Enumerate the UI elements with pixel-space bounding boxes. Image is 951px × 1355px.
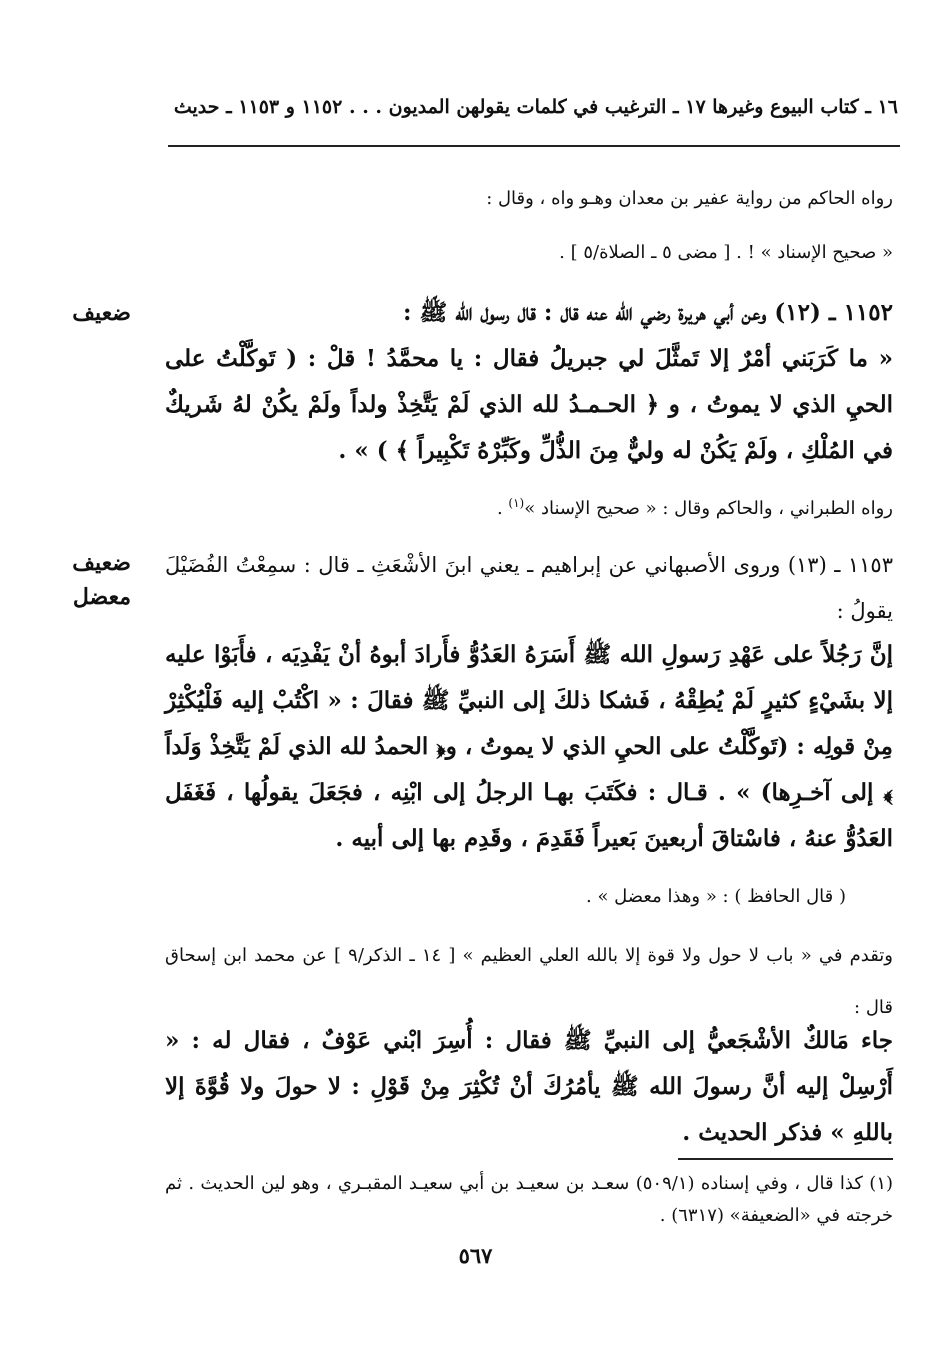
footnote-1: (١) كذا قال ، وفي إسناده (٥٠٩/١) سعـد بن سعيـد بن أبي سعيـد المقبـري ، وهو لين الحديث . ثم خرجته في «الضعيفة» (٦٣١٧) . xyxy=(165,1173,894,1226)
grade-1153-muadal: معضل xyxy=(72,584,131,610)
intro-line-1: رواه الحاكم من رواية عفير بن معدان وهـو واه ، وقال : xyxy=(486,188,893,209)
hafiz-comment: ( قال الحافظ ) : « وهذا معضل » . xyxy=(586,886,846,907)
header-rule xyxy=(168,145,900,147)
malik-story: جاء مَالكٌ الأشْجَعيُّ إلى النبيِّ ﷺ فقال : أُسِرَ ابْني عَوْفٌ ، فقال له : « أَرْسِلْ إليه أنَّ رسولَ الله ﷺ يأمُرُكَ أنْ تُكْثِرَ مِنْ قَوْلِ : لا حولَ ولا قُوَّةَ إلا باللهِ » فذكر الحديث . xyxy=(165,1027,893,1146)
hadith-1152-text: « ما كَرَبَني أمْرٌ إلا تَمثَّلَ لي جبريلُ فقال : يا محمَّدُ ! قلْ : ( تَوكَّلْتُ على الحيِ الذي لا يموتُ ، و ﴿ الحـمـدُ لله الذي لَمْ يَتَّخِذْ ولداً ولَمْ يكُنْ لهُ شَريكٌ في المُلْكِ ، ولَمْ يَكُنْ له وليٌّ مِنَ الذُّلِّ وكَبِّرْهُ تَكْبِيراً ﴾ ) » . xyxy=(165,345,893,464)
cross-reference: وتقدم في « باب لا حول ولا قوة إلا بالله العلي العظيم » [ ١٤ ـ الذكر/٩ ] عن محمد ابن إسحاق قال : xyxy=(165,945,893,1018)
hadith-1152-opening: ١١٥٢ ـ (١٢) وعن أبي هريرة رضي الله عنه قال : قال رسول الله ﷺ : xyxy=(402,299,893,326)
footnote-marker[interactable]: (١) xyxy=(508,496,525,510)
intro-line-2: « صحيح الإسناد » ! . [ مضى ٥ ـ الصلاة/٥ ] . xyxy=(559,242,893,263)
source-end: . xyxy=(496,498,503,519)
running-header: ١٦ ـ كتاب البيوع وغيرها ١٧ ـ الترغيب في كلمات يقولهن المديون . . . ١١٥٢ و ١١٥٣ ـ حديث xyxy=(173,96,898,118)
hadith-1153-text: إنَّ رَجُلاً على عَهْدِ رَسولِ الله ﷺ أَسَرَهُ العَدُوُّ فأَرادَ أبوهُ أنْ يَفْدِيَه ، فأَبَوْا عليه إلا بشَيْءٍ كثيرٍ لَمْ يُطِقْهُ ، فَشكا ذلكَ إلى النبيِّ ﷺ فقالَ : « اكْتُبْ إليه فَلْيُكْثِرْ مِنْ قولِه : (تَوكَّلْتُ على الحيِ الذي لا يموتُ ، و﴿ الحمدُ لله الذي لَمْ يَتَّخِذْ وَلَداً ﴾ إلى آخـرِها) » . قـال : فكَتَبَ بهـا الرجلُ إلى ابْنِه ، فجَعَلَ يقولُها ، فَغَفَل العَدُوُّ عنهُ ، فاسْتاقَ أربعينَ بَعيراً فَقَدِمَ ، وقَدِم بها إلى أبيه . xyxy=(165,641,893,852)
source-text: رواه الطبراني ، والحاكم وقال : « صحيح الإسناد » xyxy=(524,498,893,519)
hadith-1152-source xyxy=(165,490,893,522)
footnote-rule xyxy=(678,1158,893,1160)
grade-1153-weak: ضعيف xyxy=(72,550,131,576)
hadith-1153-opening: ١١٥٣ ـ (١٣) وروى الأصبهاني عن إبراهيم ـ يعني ابنَ الأشْعَثِ ـ قال : سمِعْتُ الفُضَيْلَ يقولُ : xyxy=(165,553,893,623)
grade-1153 xyxy=(51,546,131,614)
page-number: ٥٦٧ xyxy=(458,1243,493,1268)
grade-1152: ضعيف xyxy=(72,300,131,326)
